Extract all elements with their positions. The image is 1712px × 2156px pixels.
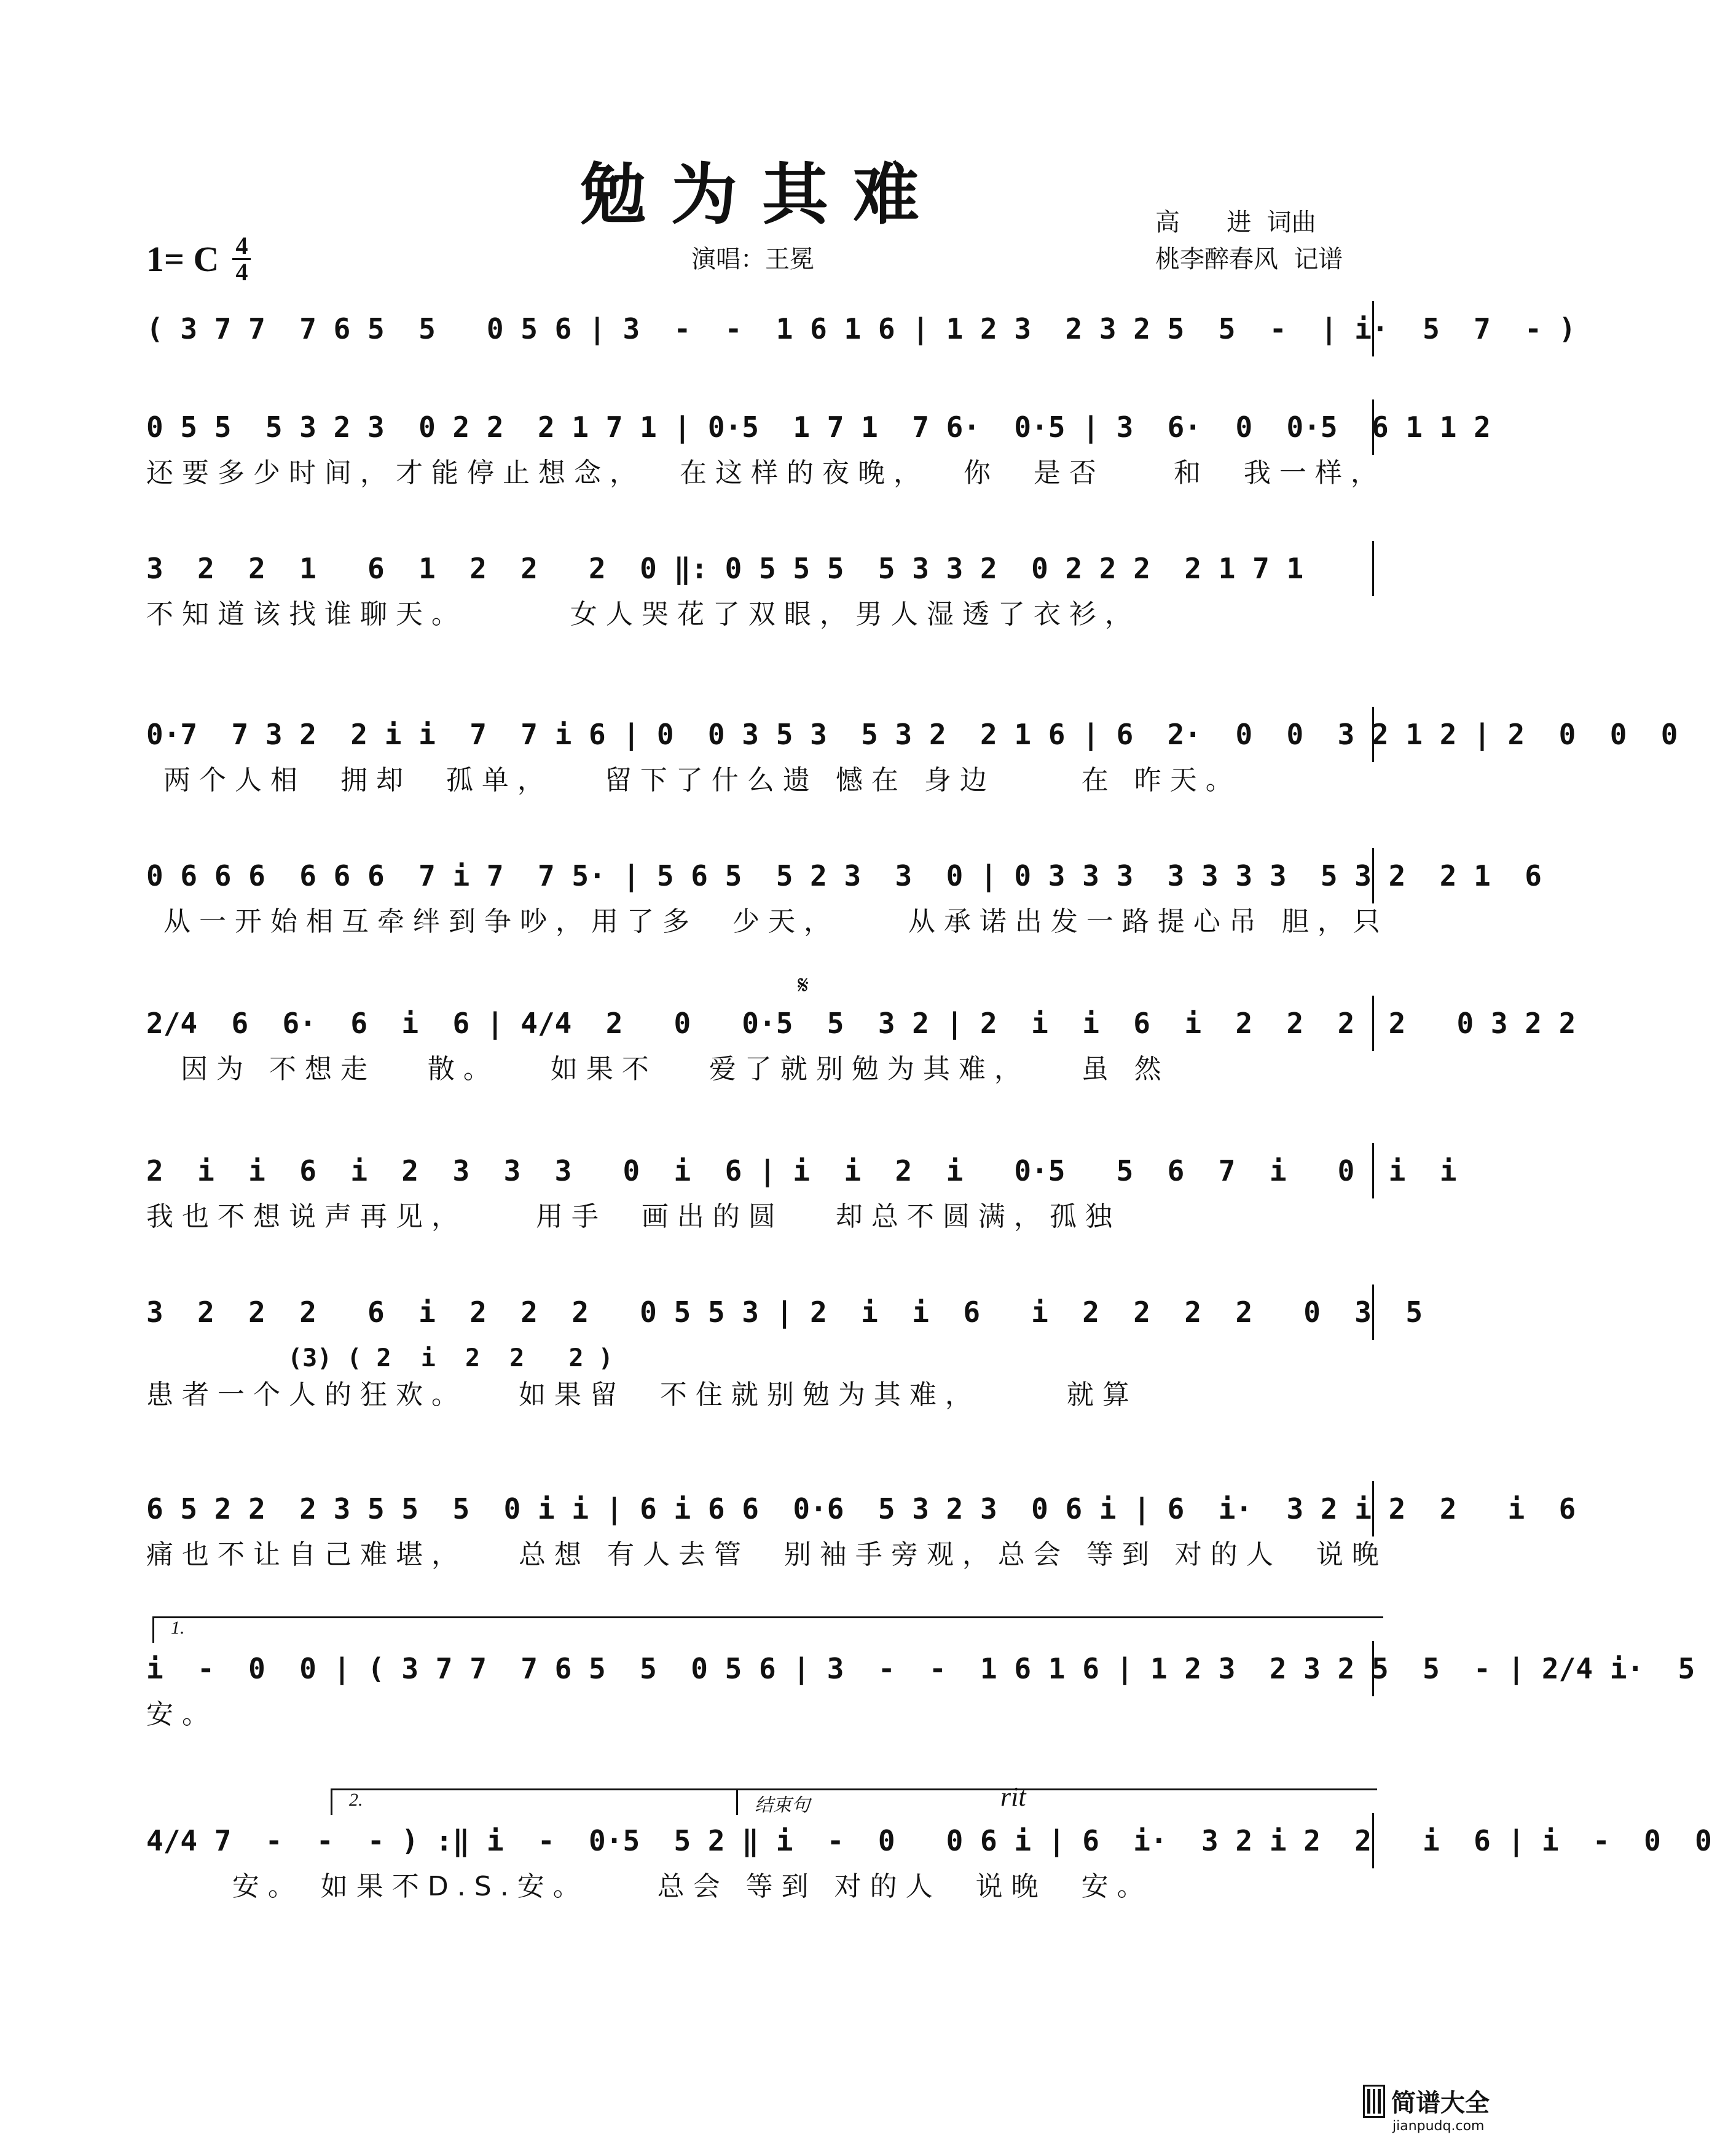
notes-line: 3 2 2 2 6 i 2 2 2 0 5 5 3 | 2 i i 6 i 2 2 2 2 0 3 5 [146,1296,1423,1329]
notes-line: 4/4 7 - - - ) :‖ i - 0·5 5 2 ‖ i - 0 0 6 i | 6 i· 3 2 i 2 2 i 6 | i - 0 0 [146,1824,1712,1857]
notes-line: 2/4 6 6· 6 i 6 | 4/4 2 0 0·5 5 3 2 | 2 i i 6 i 2 2 2 2 0 3 2 2 [146,1007,1576,1040]
score-system-4 [146,707,1678,799]
composer-credit: 高 进 词曲 [1155,208,1316,237]
lyrics-line: 安。 [146,1699,218,1730]
time-signature [232,234,251,285]
score-system-9 [146,1481,1576,1573]
transcriber-credit: 桃李醉春风 记谱 [1155,245,1343,273]
lyrics-line: 我也不想说声再见， 用手 画出的圆 却总不圆满，孤独 [146,1201,1121,1232]
site-logo [1363,2083,1490,2134]
lyrics-line: 因为 不想走 散。 如果不 爱了就别勉为其难， 虽 然 [146,1053,1170,1085]
score-system-11 [146,1782,1712,1905]
lyrics-line: 安。 如果不D.S.安。 总会 等到 对的人 说晚 安。 [146,1871,1153,1902]
volta-second-ending: 2. [349,1790,363,1810]
notes-line: ( 3 7 7 7 6 5 5 0 5 6 | 3 - - 1 6 1 6 | 1 2 3 2 3 2 5 5 - | i· 5 7 - ) [146,312,1576,345]
song-title: 勉为其难 [579,156,944,234]
time-sig-top: 4 [235,232,248,259]
notes-line: 0·7 7 3 2 2 i i 7 7 i 6 | 0 0 3 5 3 5 3 2 2 1 6 | 6 2· 0 0 3 2 1 2 | 2 0 0 0 [146,718,1678,751]
logo-text: 简谱大全 [1391,2089,1490,2117]
score-system-5 [146,848,1542,940]
lyrics-line: 痛也不让自己难堪， 总想 有人去管 别袖手旁观，总会 等到 对的人 说晚 [146,1539,1388,1570]
lyrics-line: 不知道该找谁聊天。 女人哭花了双眼，男人湿透了衣衫， [146,599,1141,630]
piano-keys-icon [1363,2085,1385,2118]
coda-label: 结束句 [755,1795,810,1816]
score-system-10 [146,1618,1695,1733]
segno-icon: 𝄋 [798,970,809,1000]
score-system-6 [146,970,1576,1088]
score-system-2 [146,399,1491,492]
lyrics-line: 还要多少时间，才能停止想念， 在这样的夜晚， 你 是否 和 我一样， [146,457,1386,489]
lyrics-line: 从一开始相互牵绊到争吵，用了多 少天， 从承诺出发一路提心吊 胆，只 [146,906,1389,937]
score-system-8 [146,1285,1423,1414]
logo-url: jianpudq.com [1392,2119,1485,2134]
score-system-7 [146,1143,1457,1235]
key-label: 1= C [146,239,219,279]
key-signature [146,234,251,285]
notes-line: i - 0 0 | ( 3 7 7 7 6 5 5 0 5 6 | 3 - - 1 6 1 6 | 1 2 3 2 3 2 5 5 - | 2/4 i· 5 [146,1652,1695,1685]
volta-first-ending: 1. [171,1618,185,1638]
notes-line: 0 5 5 5 3 2 3 0 2 2 2 1 7 1 | 0·5 1 7 1 7 6· 0·5 | 3 6· 0 0·5 6 1 1 2 [146,411,1491,444]
score-system-1 [146,301,1576,356]
notes-line: 6 5 2 2 2 3 5 5 5 0 i i | 6 i 6 6 0·6 5 3 2 3 0 6 i | 6 i· 3 2 i 2 2 i 6 [146,1492,1576,1525]
notes-line: 3 2 2 1 6 1 2 2 2 0 ‖: 0 5 5 5 5 3 3 2 0 2 2 2 2 1 7 1 [146,552,1304,585]
notes-line: 0 6 6 6 6 6 6 7 i 7 7 5· | 5 6 5 5 2 3 3 0 | 0 3 3 3 3 3 3 3 5 3 2 2 1 6 [146,859,1542,892]
notes-line: 2 i i 6 i 2 3 3 3 0 i 6 | i i 2 i 0·5 5 6 7 i 0 i i [146,1154,1457,1187]
time-sig-bottom: 4 [235,258,248,286]
tempo-marking: rit [1000,1782,1026,1812]
lyrics-line: 患者一个人的狂欢。 如果留 不住就别勉为其难， 就算 [146,1379,1138,1410]
alt-notes-line: (3) ( 2 i 2 2 2 ) [288,1344,613,1372]
lyrics-line: 两个人相 拥却 孤单， 留下了什么遗 憾在 身边 在 昨天。 [146,765,1241,796]
score-system-3 [146,541,1378,633]
singer-credit: 演唱：王冕 [691,245,814,273]
